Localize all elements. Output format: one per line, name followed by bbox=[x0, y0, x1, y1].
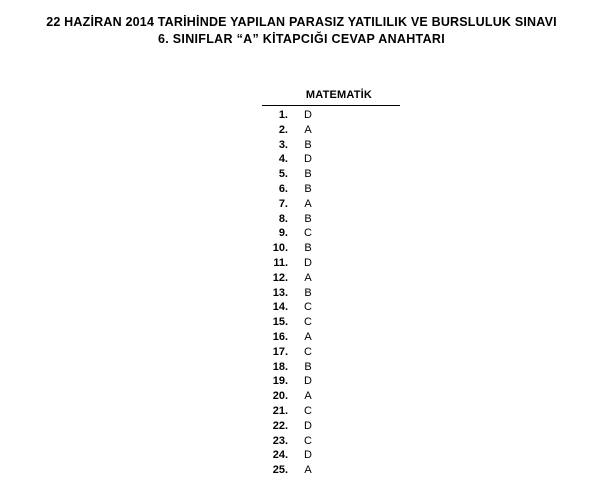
answer-letter: A bbox=[304, 197, 312, 210]
answer-letter: D bbox=[304, 109, 312, 121]
table-row bbox=[262, 241, 407, 256]
table-row bbox=[262, 271, 407, 286]
question-number: 6. bbox=[278, 182, 288, 195]
question-number: 9. bbox=[278, 227, 288, 240]
table-row bbox=[262, 374, 407, 389]
answer-letter: B bbox=[304, 360, 312, 373]
answer-letter: C bbox=[304, 434, 312, 447]
answer-letter: C bbox=[304, 345, 312, 358]
table-row bbox=[262, 108, 407, 123]
table-row bbox=[262, 463, 407, 478]
table-row bbox=[262, 256, 407, 271]
question-number: 20. bbox=[272, 390, 288, 403]
question-number: 17. bbox=[272, 345, 288, 358]
document-header bbox=[0, 0, 603, 48]
answer-letter: A bbox=[304, 123, 312, 136]
table-row bbox=[262, 152, 407, 167]
answer-letter: C bbox=[304, 404, 312, 417]
question-number: 10. bbox=[272, 242, 288, 255]
answer-letter: C bbox=[304, 301, 312, 314]
header-title-line-2: 6. SINIFLAR “A” KİTAPCIĞI CEVAP ANAHTARI bbox=[157, 32, 445, 46]
table-row bbox=[262, 167, 407, 182]
question-number: 1. bbox=[278, 109, 288, 121]
answer-letter: C bbox=[304, 227, 312, 240]
question-number: 12. bbox=[272, 271, 288, 284]
answer-letter: A bbox=[304, 330, 312, 343]
table-row bbox=[262, 286, 407, 301]
question-number: 25. bbox=[272, 464, 288, 477]
question-number: 11. bbox=[273, 256, 288, 269]
question-number: 22. bbox=[272, 419, 288, 432]
table-row bbox=[262, 300, 407, 315]
question-number: 23. bbox=[272, 434, 288, 447]
answer-letter: B bbox=[304, 168, 312, 181]
question-number: 21. bbox=[272, 404, 288, 417]
answer-letter: D bbox=[304, 449, 312, 462]
table-row bbox=[262, 315, 407, 330]
answer-letter: A bbox=[304, 464, 312, 477]
header-title-line-1: 22 HAZİRAN 2014 TARİHİNDE YAPILAN PARASIZ YATILILIK VE BURSLULUK SINAVI bbox=[46, 15, 557, 29]
question-number: 15. bbox=[272, 316, 288, 329]
answer-letter: B bbox=[304, 242, 312, 255]
table-row bbox=[262, 389, 407, 404]
answer-letter: B bbox=[304, 138, 312, 151]
question-number: 24. bbox=[272, 449, 288, 462]
question-number: 8. bbox=[278, 212, 288, 225]
answer-letter: D bbox=[304, 256, 312, 269]
answer-letter: A bbox=[304, 390, 312, 403]
answer-letter: C bbox=[304, 316, 312, 329]
table-row bbox=[262, 138, 407, 153]
question-number: 19. bbox=[272, 375, 288, 388]
answer-letter: A bbox=[304, 271, 312, 284]
table-row bbox=[262, 434, 407, 449]
answer-letter: D bbox=[304, 419, 312, 432]
table-row bbox=[262, 419, 407, 434]
table-row bbox=[262, 330, 407, 345]
table-row bbox=[262, 182, 407, 197]
answer-letter: B bbox=[304, 182, 312, 195]
table-row bbox=[262, 345, 407, 360]
table-row bbox=[262, 197, 407, 212]
column-header-matematik: MATEMATİK bbox=[305, 89, 373, 101]
question-number: 4. bbox=[278, 153, 288, 166]
question-number: 13. bbox=[272, 286, 288, 299]
answer-rows bbox=[262, 108, 407, 478]
question-number: 7. bbox=[278, 197, 288, 210]
answer-letter: D bbox=[304, 153, 312, 166]
table-row bbox=[262, 360, 407, 375]
question-number: 2. bbox=[278, 123, 288, 136]
question-number: 16. bbox=[272, 330, 288, 343]
question-number: 5. bbox=[278, 168, 288, 181]
table-row bbox=[262, 226, 407, 241]
answer-letter: B bbox=[304, 286, 312, 299]
table-row bbox=[262, 123, 407, 138]
question-number: 14. bbox=[272, 301, 288, 314]
answer-key-table bbox=[262, 89, 407, 478]
table-row bbox=[262, 448, 407, 463]
question-number: 3. bbox=[278, 138, 288, 151]
question-number: 18. bbox=[272, 360, 288, 373]
answer-letter: D bbox=[304, 375, 312, 388]
table-row bbox=[262, 404, 407, 419]
header-divider bbox=[262, 105, 400, 106]
answer-letter: B bbox=[304, 212, 312, 225]
table-row bbox=[262, 212, 407, 227]
